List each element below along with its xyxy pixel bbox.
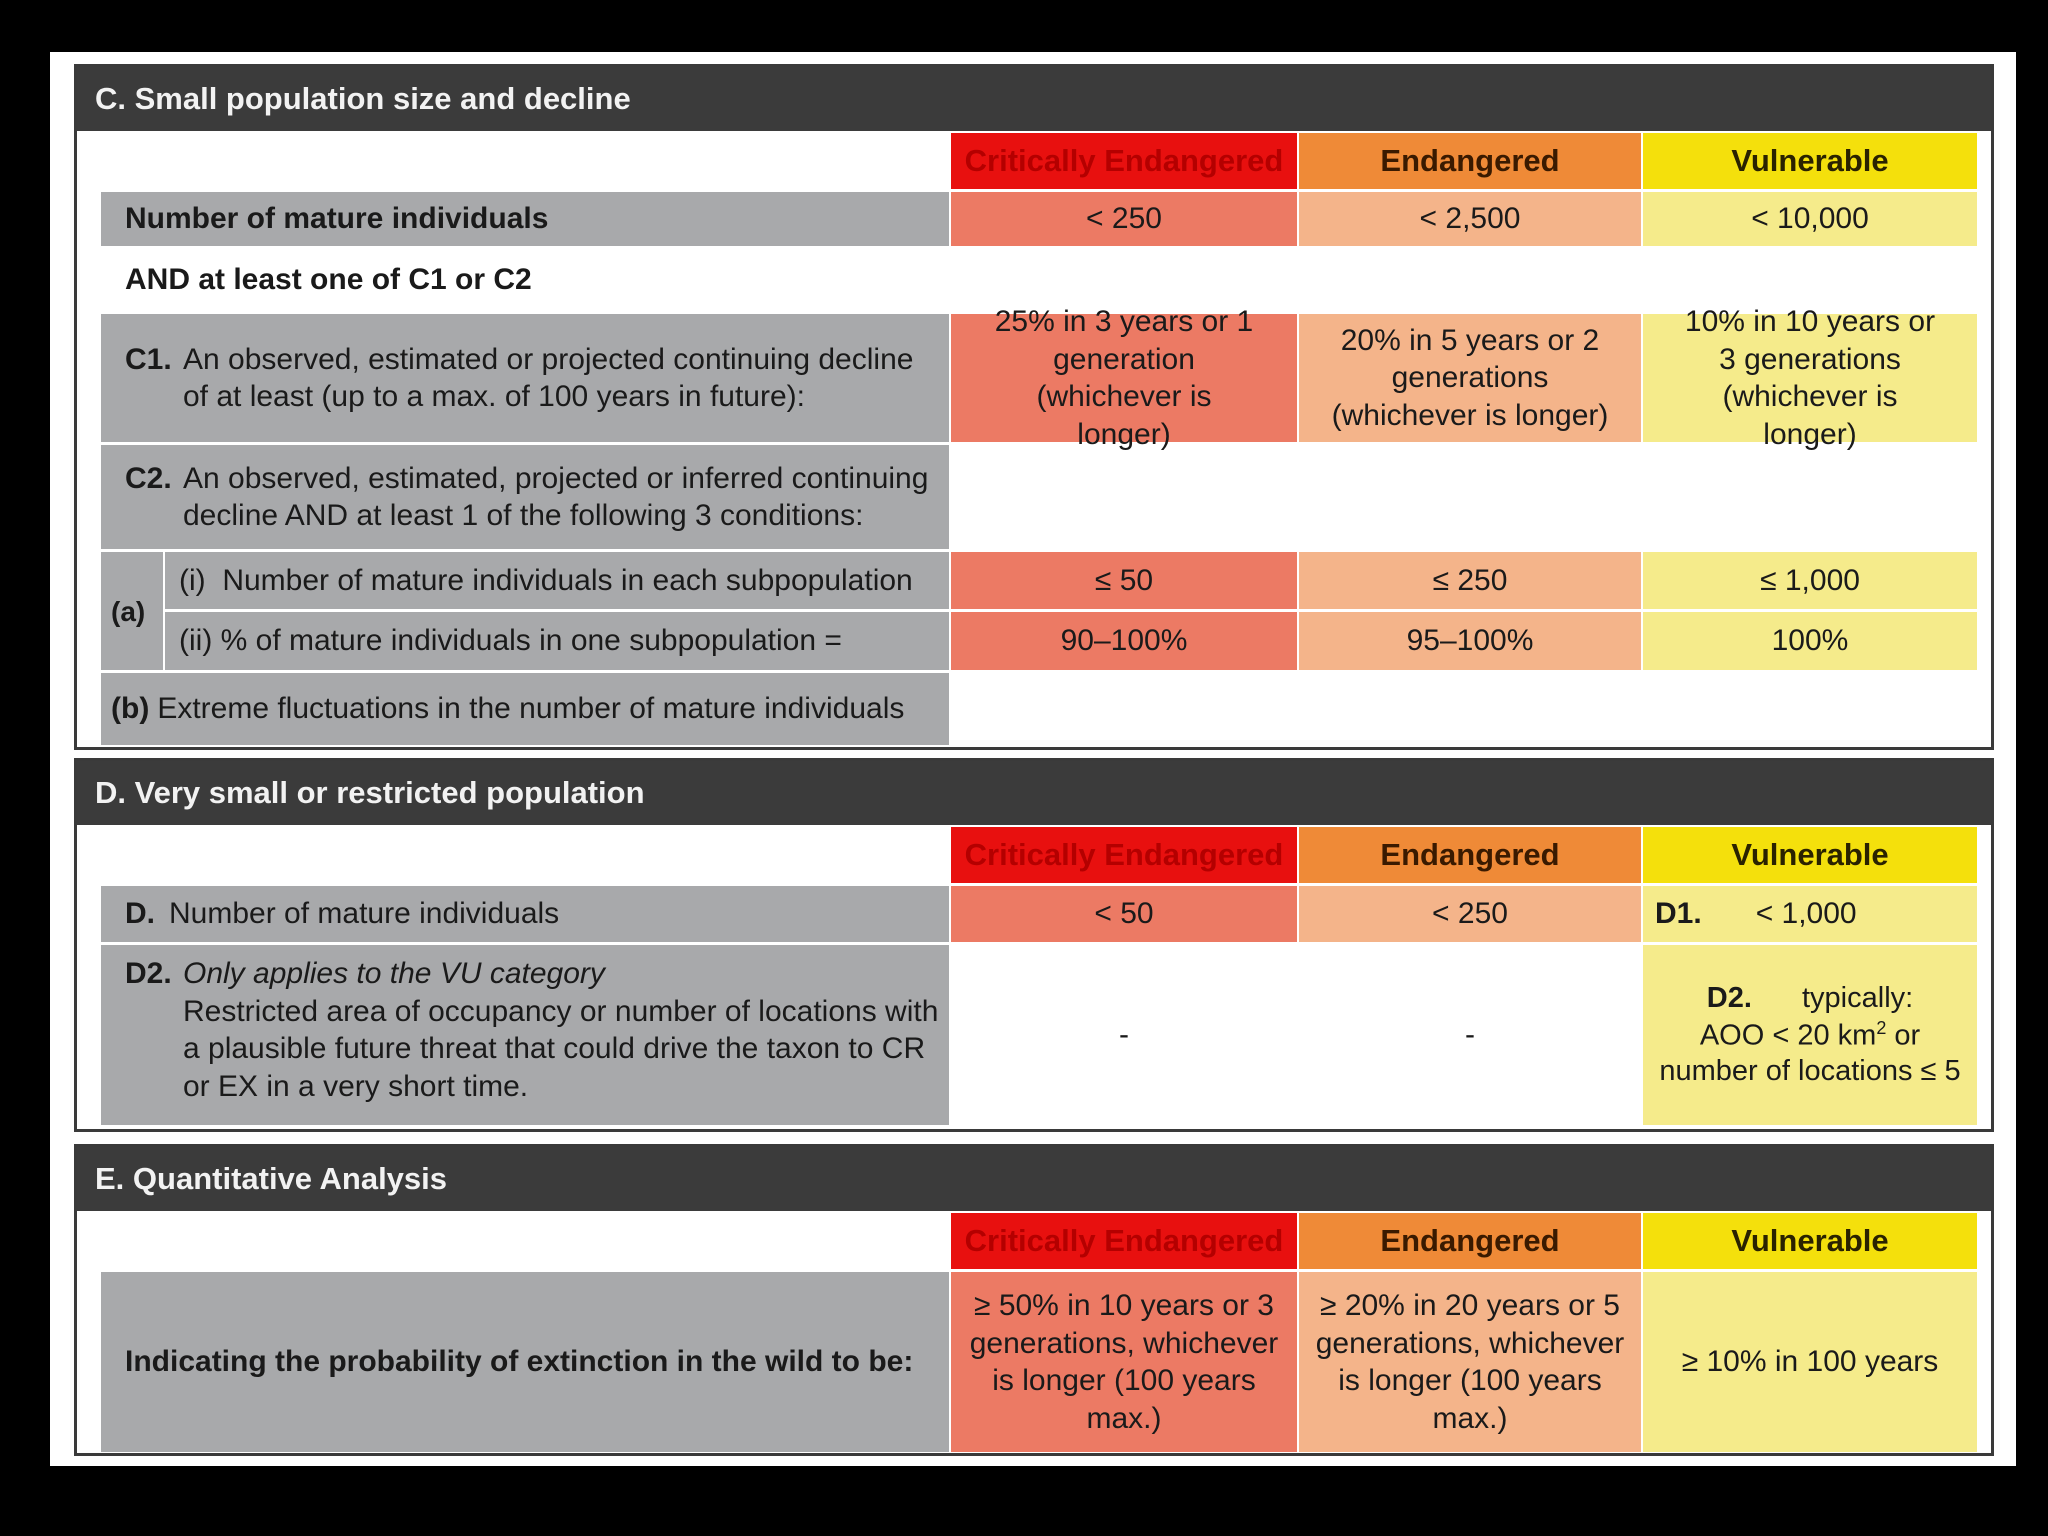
d2-vu-tag: D2.: [1706, 982, 1752, 1015]
c2b-label: [101, 673, 949, 745]
section-d-title: D. Very small or restricted population: [77, 761, 1991, 825]
section-c-title: C. Small population size and decline: [77, 67, 1991, 131]
c2a-ii-en-value: 95–100%: [1299, 612, 1641, 670]
c2a-ii-label: (ii) % of mature individuals in one subpopulation =: [165, 612, 949, 670]
c2a-ii-cr-value: 90–100%: [951, 612, 1297, 670]
c2a-i-en-value: ≤ 250: [1299, 552, 1641, 609]
d-vu-cell: [1643, 886, 1977, 942]
c2a-i-vu-value: ≤ 1,000: [1643, 552, 1977, 609]
d2-en-value: -: [1299, 945, 1641, 1125]
and-condition-line: AND at least one of C1 or C2: [125, 263, 532, 297]
d-text: Number of mature individuals: [169, 897, 560, 931]
vu-header: Vulnerable: [1643, 1213, 1977, 1269]
en-header: Endangered: [1299, 827, 1641, 883]
e-vu-value: ≥ 10% in 100 years: [1643, 1272, 1977, 1452]
c2-text: An observed, estimated, projected or inferred continuing decline AND at least 1 of the following 3 conditions:: [183, 461, 929, 532]
mature-vu-value: < 10,000: [1643, 192, 1977, 246]
d-number: D.: [125, 897, 155, 931]
d2-label: [101, 945, 949, 1125]
c2-number: C2.: [125, 461, 172, 495]
d-cr-value: < 50: [951, 886, 1297, 942]
c2a-i-label: (i) Number of mature individuals in each subpopulation: [165, 552, 949, 609]
d2-text: Restricted area of occupancy or number of locations with a plausible future threat that could drive the taxon to CR or EX in a very short time.: [183, 994, 939, 1103]
cr-header: Critically Endangered: [951, 1213, 1297, 1269]
criteria-sheet: [50, 52, 2016, 1466]
d2-cr-value: -: [951, 945, 1297, 1125]
mature-individuals-label: Number of mature individuals: [101, 192, 949, 246]
d-en-value: < 250: [1299, 886, 1641, 942]
d2-vu-line2: [1700, 1017, 1920, 1054]
c2a-tag: (a): [101, 552, 163, 670]
c2b-tag: (b): [111, 692, 150, 726]
vu-header: Vulnerable: [1643, 133, 1977, 189]
section-c: [74, 64, 1994, 750]
e-en-value: ≥ 20% in 20 years or 5 generations, whichever is longer (100 years max.): [1299, 1272, 1641, 1452]
c2a-ii-vu-value: 100%: [1643, 612, 1977, 670]
mature-en-value: < 2,500: [1299, 192, 1641, 246]
cr-header: Critically Endangered: [951, 133, 1297, 189]
d2-vu-or: or: [1886, 1019, 1921, 1052]
e-cr-value: ≥ 50% in 10 years or 3 generations, whichever is longer (100 years max.): [951, 1272, 1297, 1452]
c1-label-content: [125, 341, 943, 416]
d2-vu-typically: typically:: [1802, 982, 1914, 1015]
d2-vu-cell: [1643, 945, 1977, 1125]
d2-label-content: [125, 955, 953, 1105]
c2a-i-cr-value: ≤ 50: [951, 552, 1297, 609]
c1-number: C1.: [125, 342, 172, 376]
c2b-text: Extreme fluctuations in the number of mature individuals: [157, 692, 905, 726]
section-e: [74, 1144, 1994, 1456]
d1-vu-value: < 1,000: [1755, 897, 1857, 931]
c2-label: [101, 445, 949, 549]
e-label: Indicating the probability of extinction in the wild to be:: [101, 1272, 949, 1452]
c1-cr-value: 25% in 3 years or 1 generation (whichever is longer): [951, 314, 1297, 442]
en-header: Endangered: [1299, 133, 1641, 189]
mature-cr-value: < 250: [951, 192, 1297, 246]
d2-vu-aoo-sup: 2: [1876, 1017, 1887, 1038]
c1-vu-value: 10% in 10 years or 3 generations (whichever is longer): [1643, 314, 1977, 442]
section-d: [74, 758, 1994, 1132]
d2-vu-aoo: AOO < 20 km: [1699, 1019, 1877, 1052]
en-header: Endangered: [1299, 1213, 1641, 1269]
section-e-title: E. Quantitative Analysis: [77, 1147, 1991, 1211]
d2-number: D2.: [125, 957, 172, 990]
d-label: [101, 886, 949, 942]
vu-header: Vulnerable: [1643, 827, 1977, 883]
c2-label-content: [125, 460, 943, 535]
d2-note: Only applies to the VU category: [183, 957, 605, 990]
c1-en-value: 20% in 5 years or 2 generations (whichever is longer): [1299, 314, 1641, 442]
c1-text: An observed, estimated or projected continuing decline of at least (up to a max. of 100 years in future):: [183, 342, 914, 413]
d1-tag: D1.: [1655, 897, 1702, 931]
d2-vu-line3: number of locations ≤ 5: [1659, 1055, 1961, 1088]
d2-text-block: [183, 955, 953, 1105]
d2-vu-line1: [1707, 980, 1913, 1016]
cr-header: Critically Endangered: [951, 827, 1297, 883]
c1-label: [101, 314, 949, 442]
